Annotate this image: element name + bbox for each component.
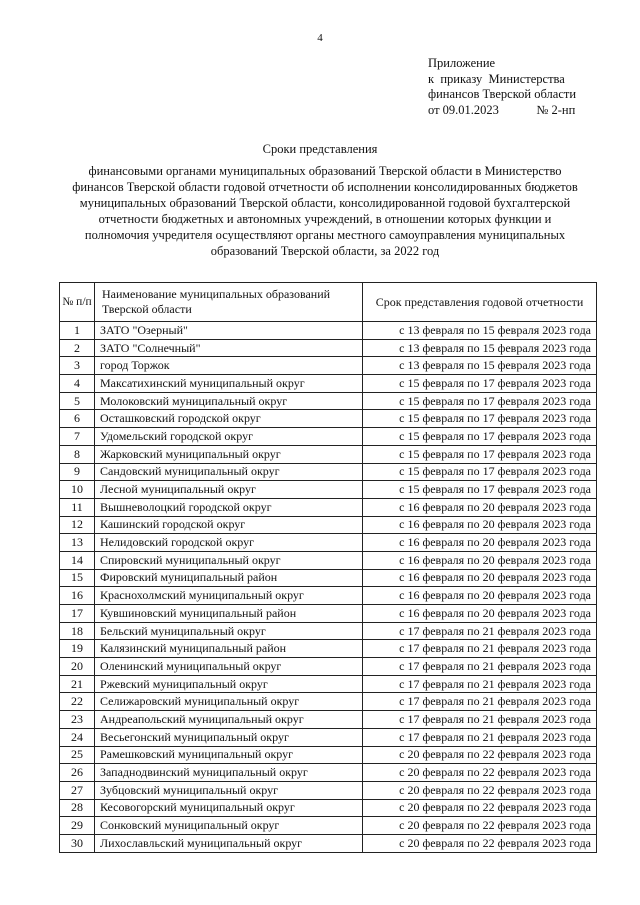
row-name-cell: Сандовский муниципальный округ <box>95 463 363 481</box>
deadlines-table <box>59 282 597 853</box>
row-name-cell: Лесной муниципальный округ <box>95 481 363 499</box>
row-term-cell: с 15 февраля по 17 февраля 2023 года <box>363 392 597 410</box>
row-name-cell: Рамешковский муниципальный округ <box>95 746 363 764</box>
table-row <box>60 728 597 746</box>
table-row <box>60 693 597 711</box>
table-row <box>60 817 597 835</box>
row-name-cell: город Торжок <box>95 357 363 375</box>
row-term-cell: с 15 февраля по 17 февраля 2023 года <box>363 463 597 481</box>
row-name-cell: Оленинский муниципальный округ <box>95 658 363 676</box>
row-term-cell: с 16 февраля по 20 февраля 2023 года <box>363 534 597 552</box>
table-row <box>60 764 597 782</box>
row-name-cell: ЗАТО "Озерный" <box>95 322 363 340</box>
row-name-cell: Кувшиновский муниципальный район <box>95 605 363 623</box>
header-num: № п/п <box>60 283 95 322</box>
table-row <box>60 357 597 375</box>
row-name-cell: Селижаровский муниципальный округ <box>95 693 363 711</box>
row-name-cell: Спировский муниципальный округ <box>95 551 363 569</box>
row-num-cell: 27 <box>60 781 95 799</box>
page-number: 4 <box>317 32 323 44</box>
row-term-cell: с 16 февраля по 20 февраля 2023 года <box>363 551 597 569</box>
table-row <box>60 640 597 658</box>
table-row <box>60 587 597 605</box>
row-num-cell: 8 <box>60 445 95 463</box>
row-term-cell: с 15 февраля по 17 февраля 2023 года <box>363 410 597 428</box>
row-num-cell: 13 <box>60 534 95 552</box>
row-term-cell: с 16 февраля по 20 февраля 2023 года <box>363 587 597 605</box>
row-name-cell: Удомельский городской округ <box>95 428 363 446</box>
row-name-cell: Молоковский муниципальный округ <box>95 392 363 410</box>
row-term-cell: с 15 февраля по 17 февраля 2023 года <box>363 375 597 393</box>
table-row <box>60 658 597 676</box>
row-num-cell: 19 <box>60 640 95 658</box>
row-num-cell: 22 <box>60 693 95 711</box>
row-term-cell: с 17 февраля по 21 февраля 2023 года <box>363 728 597 746</box>
row-num-cell: 15 <box>60 569 95 587</box>
table-row <box>60 375 597 393</box>
table-row <box>60 781 597 799</box>
row-num-cell: 29 <box>60 817 95 835</box>
table-row <box>60 711 597 729</box>
appendix-block <box>428 56 576 118</box>
subtitle-line: финансов Тверской области годовой отчетности об исполнении консолидированных бюджетов <box>72 180 578 194</box>
table-row <box>60 605 597 623</box>
row-num-cell: 5 <box>60 392 95 410</box>
row-name-cell: Ржевский муниципальный округ <box>95 675 363 693</box>
row-name-cell: Фировский муниципальный район <box>95 569 363 587</box>
table-row <box>60 322 597 340</box>
row-term-cell: с 20 февраля по 22 февраля 2023 года <box>363 746 597 764</box>
subtitle-line: отчетности бюджетных и автономных учреждений, в отношении которых функции и <box>98 212 552 226</box>
row-term-cell: с 17 февраля по 21 февраля 2023 года <box>363 711 597 729</box>
table-row <box>60 569 597 587</box>
table-row <box>60 799 597 817</box>
table-row <box>60 834 597 852</box>
row-term-cell: с 20 февраля по 22 февраля 2023 года <box>363 781 597 799</box>
row-term-cell: с 17 февраля по 21 февраля 2023 года <box>363 693 597 711</box>
row-num-cell: 11 <box>60 498 95 516</box>
row-num-cell: 14 <box>60 551 95 569</box>
row-name-cell: Кесовогорский муниципальный округ <box>95 799 363 817</box>
row-term-cell: с 15 февраля по 17 февраля 2023 года <box>363 428 597 446</box>
row-term-cell: с 17 февраля по 21 февраля 2023 года <box>363 622 597 640</box>
row-name-cell: Бельский муниципальный округ <box>95 622 363 640</box>
row-num-cell: 25 <box>60 746 95 764</box>
row-name-cell: ЗАТО "Солнечный" <box>95 339 363 357</box>
row-num-cell: 28 <box>60 799 95 817</box>
row-name-cell: Жарковский муниципальный округ <box>95 445 363 463</box>
row-num-cell: 20 <box>60 658 95 676</box>
row-name-cell: Сонковский муниципальный округ <box>95 817 363 835</box>
row-term-cell: с 20 февраля по 22 февраля 2023 года <box>363 817 597 835</box>
row-name-cell: Кашинский городской округ <box>95 516 363 534</box>
document-subtitle <box>70 163 580 259</box>
row-term-cell: с 16 февраля по 20 февраля 2023 года <box>363 516 597 534</box>
row-num-cell: 26 <box>60 764 95 782</box>
row-name-cell: Осташковский городской округ <box>95 410 363 428</box>
header-term: Срок представления годовой отчетности <box>363 283 597 322</box>
appendix-line: от 09.01.2023 № 2-нп <box>428 102 576 117</box>
table-row <box>60 392 597 410</box>
table-row <box>60 481 597 499</box>
document-title: Сроки представления <box>262 142 378 156</box>
table-row <box>60 516 597 534</box>
table-row <box>60 445 597 463</box>
row-num-cell: 21 <box>60 675 95 693</box>
row-term-cell: с 16 февраля по 20 февраля 2023 года <box>363 498 597 516</box>
row-num-cell: 1 <box>60 322 95 340</box>
row-term-cell: с 13 февраля по 15 февраля 2023 года <box>363 339 597 357</box>
row-term-cell: с 15 февраля по 17 февраля 2023 года <box>363 481 597 499</box>
row-term-cell: с 20 февраля по 22 февраля 2023 года <box>363 834 597 852</box>
row-num-cell: 18 <box>60 622 95 640</box>
row-term-cell: с 16 февраля по 20 февраля 2023 года <box>363 605 597 623</box>
appendix-line: Приложение <box>428 56 496 70</box>
table-row <box>60 498 597 516</box>
appendix-line: финансов Тверской области <box>428 87 577 101</box>
table-row <box>60 410 597 428</box>
row-name-cell: Калязинский муниципальный район <box>95 640 363 658</box>
row-term-cell: с 17 февраля по 21 февраля 2023 года <box>363 675 597 693</box>
row-term-cell: с 15 февраля по 17 февраля 2023 года <box>363 445 597 463</box>
row-name-cell: Максатихинский муниципальный округ <box>95 375 363 393</box>
row-num-cell: 16 <box>60 587 95 605</box>
subtitle-line: муниципальных образований Тверской области, консолидированной годовой бухгалтерской <box>79 196 571 210</box>
table-row <box>60 339 597 357</box>
row-num-cell: 30 <box>60 834 95 852</box>
table-body <box>60 322 597 853</box>
table-header-row <box>60 283 597 322</box>
row-num-cell: 12 <box>60 516 95 534</box>
row-num-cell: 6 <box>60 410 95 428</box>
table-row <box>60 551 597 569</box>
table-row <box>60 428 597 446</box>
row-num-cell: 17 <box>60 605 95 623</box>
table-row <box>60 463 597 481</box>
row-name-cell: Вышневолоцкий городской округ <box>95 498 363 516</box>
row-term-cell: с 20 февраля по 22 февраля 2023 года <box>363 764 597 782</box>
row-term-cell: с 17 февраля по 21 февраля 2023 года <box>363 658 597 676</box>
row-name-cell: Нелидовский городской округ <box>95 534 363 552</box>
row-num-cell: 4 <box>60 375 95 393</box>
row-term-cell: с 20 февраля по 22 февраля 2023 года <box>363 799 597 817</box>
table-row <box>60 675 597 693</box>
subtitle-line: образований Тверской области, за 2022 год <box>210 244 440 258</box>
row-term-cell: с 13 февраля по 15 февраля 2023 года <box>363 357 597 375</box>
row-num-cell: 23 <box>60 711 95 729</box>
subtitle-line: полномочия учредителя осуществляют органы местного самоуправления муниципальных <box>84 228 566 242</box>
subtitle-line: финансовыми органами муниципальных образований Тверской области в Министерство <box>88 164 562 178</box>
header-name: Наименование муниципальных образований Тверской области <box>95 283 363 322</box>
row-name-cell: Краснохолмский муниципальный округ <box>95 587 363 605</box>
row-num-cell: 7 <box>60 428 95 446</box>
row-num-cell: 10 <box>60 481 95 499</box>
row-num-cell: 2 <box>60 339 95 357</box>
table-row <box>60 622 597 640</box>
row-term-cell: с 17 февраля по 21 февраля 2023 года <box>363 640 597 658</box>
table-row <box>60 746 597 764</box>
appendix-line: к приказу Министерства <box>428 71 565 86</box>
row-num-cell: 24 <box>60 728 95 746</box>
row-name-cell: Западнодвинский муниципальный округ <box>95 764 363 782</box>
row-num-cell: 3 <box>60 357 95 375</box>
row-name-cell: Лихославльский муниципальный округ <box>95 834 363 852</box>
table-row <box>60 534 597 552</box>
row-name-cell: Андреапольский муниципальный округ <box>95 711 363 729</box>
row-name-cell: Весьегонский муниципальный округ <box>95 728 363 746</box>
row-name-cell: Зубцовский муниципальный округ <box>95 781 363 799</box>
row-num-cell: 9 <box>60 463 95 481</box>
row-term-cell: с 13 февраля по 15 февраля 2023 года <box>363 322 597 340</box>
row-term-cell: с 16 февраля по 20 февраля 2023 года <box>363 569 597 587</box>
